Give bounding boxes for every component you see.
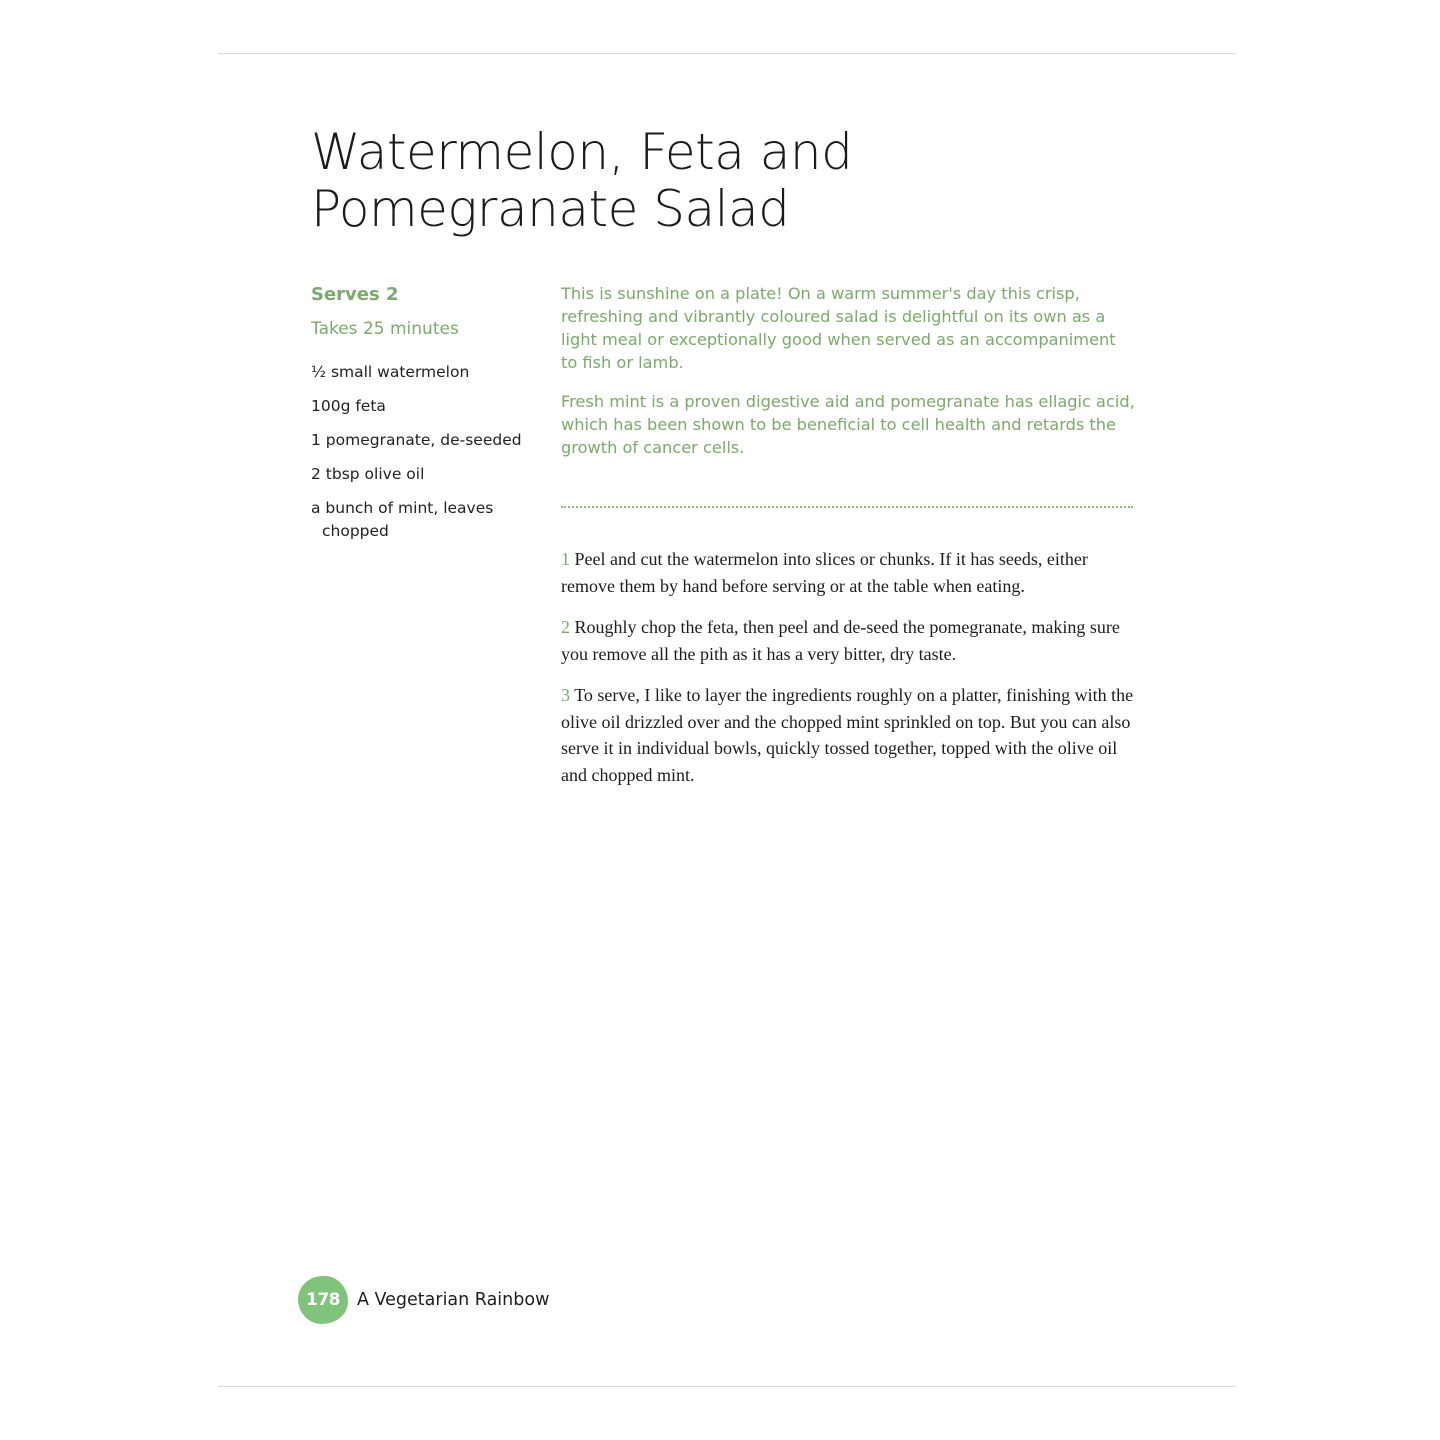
method-step bbox=[561, 614, 1141, 667]
page-footer bbox=[298, 1275, 549, 1325]
ingredient-item: 1 pomegranate, de-seeded bbox=[311, 431, 522, 449]
recipe-intro bbox=[561, 282, 1136, 475]
ingredient-list bbox=[311, 361, 526, 543]
recipe-title-line-2: Pomegranate Salad bbox=[311, 180, 790, 238]
step-number: 3 bbox=[561, 685, 570, 705]
step-text: To serve, I like to layer the ingredients roughly on a platter, finishing with the olive oil drizzled over and the chopped mint sprinkled on top. But you can also serve it in individual bowls, quickly tossed together, topped with the olive oil and chopped mint. bbox=[561, 685, 1134, 785]
recipe-title-line-1: Watermelon, Feta and bbox=[311, 123, 853, 181]
page-number-badge bbox=[298, 1276, 348, 1324]
step-number: 1 bbox=[561, 549, 570, 569]
bottom-rule bbox=[218, 1386, 1236, 1387]
method-step bbox=[561, 682, 1141, 788]
method-step bbox=[561, 546, 1141, 599]
serves-label: Serves 2 bbox=[311, 284, 399, 305]
time-label: Takes 25 minutes bbox=[311, 319, 459, 339]
ingredient-item: a bunch of mint, leaves chopped bbox=[311, 499, 494, 540]
step-text: Roughly chop the feta, then peel and de-seed the pomegranate, making sure you remove all the pith as it has a very bitter, dry taste. bbox=[561, 617, 1120, 664]
ingredient-item: 2 tbsp olive oil bbox=[311, 465, 425, 483]
page-number: 178 bbox=[306, 1290, 340, 1310]
ingredient-item: 100g feta bbox=[311, 397, 386, 415]
book-title: A Vegetarian Rainbow bbox=[357, 1290, 550, 1310]
method-steps bbox=[561, 546, 1141, 803]
intro-paragraph: Fresh mint is a proven digestive aid and pomegranate has ellagic acid, which has been shown to be beneficial to cell health and retards the growth of cancer cells. bbox=[561, 392, 1135, 457]
step-number: 2 bbox=[561, 617, 570, 637]
recipe-sidebar bbox=[311, 283, 526, 554]
dotted-divider bbox=[561, 506, 1133, 508]
top-rule bbox=[218, 53, 1236, 54]
intro-paragraph: This is sunshine on a plate! On a warm summer's day this crisp, refreshing and vibrantly coloured salad is delightful on its own as a light meal or exceptionally good when served as an accompaniment to fish or lamb. bbox=[561, 284, 1116, 372]
step-text: Peel and cut the watermelon into slices or chunks. If it has seeds, either remove them by hand before serving or at the table when eating. bbox=[561, 549, 1088, 596]
ingredient-item: ½ small watermelon bbox=[311, 363, 470, 381]
recipe-title bbox=[311, 124, 1131, 238]
